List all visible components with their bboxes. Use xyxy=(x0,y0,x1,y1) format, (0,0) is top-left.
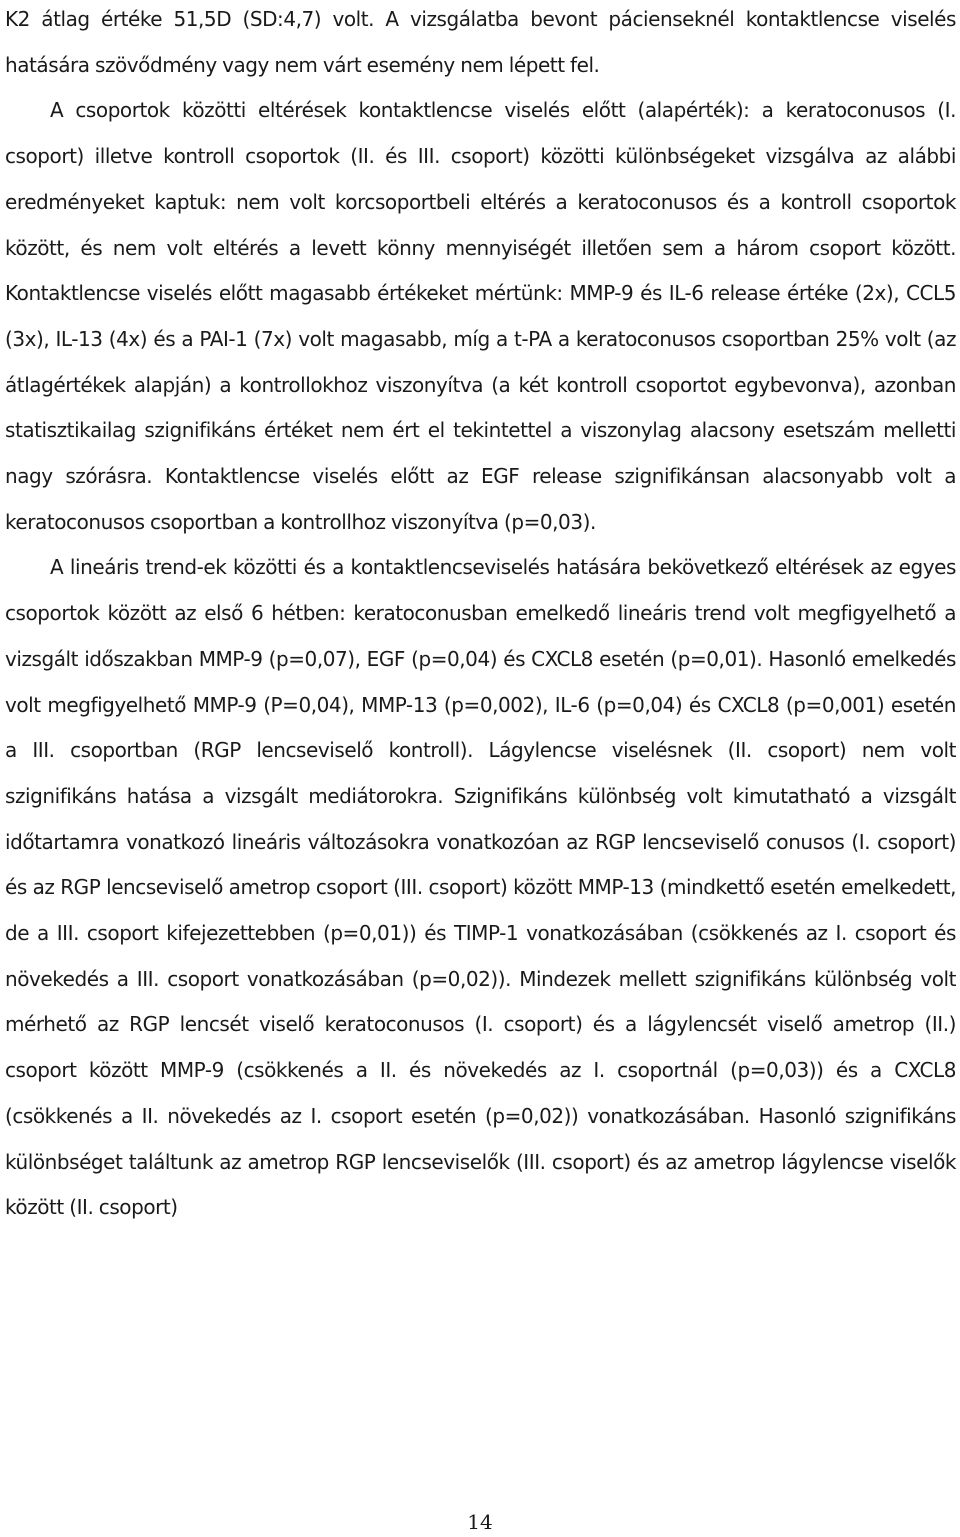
paragraph-3: A lineáris trend-ek közötti és a kontaktlencseviselés hatására bekövetkező eltérések az egyes csoportok között az első 6 hétben: keratoconusban emelkedő lineáris trend volt megfigyelhető a vizsgált időszakban MMP-9 (p=0,07), EGF (p=0,04) és CXCL8 esetén (p=0,01). Hasonló emelkedés volt megfigyelhető MMP-9 (P=0,04), MMP-13 (p=0,002), IL-6 (p=0,04) és CXCL8 (p=0,001) esetén a III. csoportban (RGP lencseviselő kontroll). Lágylencse viselésnek (II. csoport) nem volt szignifikáns hatása a vizsgált mediátorokra. Szignifikáns különbség volt kimutatható a vizsgált időtartamra vonatkozó lineáris változásokra vonatkozóan az RGP lencseviselő conusos (I. csoport) és az RGP lencseviselő ametrop csoport (III. csoport) között MMP-13 (mindkettő esetén emelkedett, de a III. csoport kifejezettebben (p=0,01)) és TIMP-1 vonatkozásában (csökkenés az I. csoport és növekedés a III. csoport vonatkozásában (p=0,02)). Mindezek mellett szignifikáns különbség volt mérhető az RGP lencsét viselő keratoconusos (I. csoport) és a lágylencsét viselő ametrop (II.) csoport között MMP-9 (csökkenés a II. és növekedés az I. csoportnál (p=0,03)) és a CXCL8 (csökkenés a II. növekedés az I. csoport esetén (p=0,02)) vonatkozásában. Hasonló szignifikáns különbséget találtunk az ametrop RGP lencseviselők (III. csoport) és az ametrop lágylencse viselők között (II. csoport) xyxy=(5,555,956,1220)
paragraph-2: A csoportok közötti eltérések kontaktlencse viselés előtt (alapérték): a keratoconusos (I. csoport) illetve kontroll csoportok (II. és III. csoport) közötti különbségeket vizsgálva az alábbi eredményeket kaptuk: nem volt korcsoportbeli eltérés a keratoconusos és a kontroll csoportok között, és nem volt eltérés a levett könny mennyiségét illetően sem a három csoport között. Kontaktlencse viselés előtt magasabb értékeket mértünk: MMP-9 és IL-6 release értéke (2x), CCL5 (3x), IL-13 (4x) és a PAI-1 (7x) volt magasabb, míg a t-PA a keratoconusos csoportban 25% volt (az átlagértékek alapján) a kontrollokhoz viszonyítva (a két kontroll csoportot egybevonva), azonban statisztikailag szignifikáns értéket nem ért el tekintettel a viszonylag alacsony esetszám melletti nagy szórásra. Kontaktlencse viselés előtt az EGF release szignifikánsan alacsonyabb volt a keratoconusos csoportban a kontrollhoz viszonyítva (p=0,03). xyxy=(5,98,956,534)
page-number: 14 xyxy=(467,1510,493,1534)
document-page xyxy=(5,0,956,1537)
paragraph-1: K2 átlag értéke 51,5D (SD:4,7) volt. A vizsgálatba bevont pácienseknél kontaktlencse viselés hatására szövődmény vagy nem várt esemény nem lépett fel. xyxy=(5,7,956,77)
